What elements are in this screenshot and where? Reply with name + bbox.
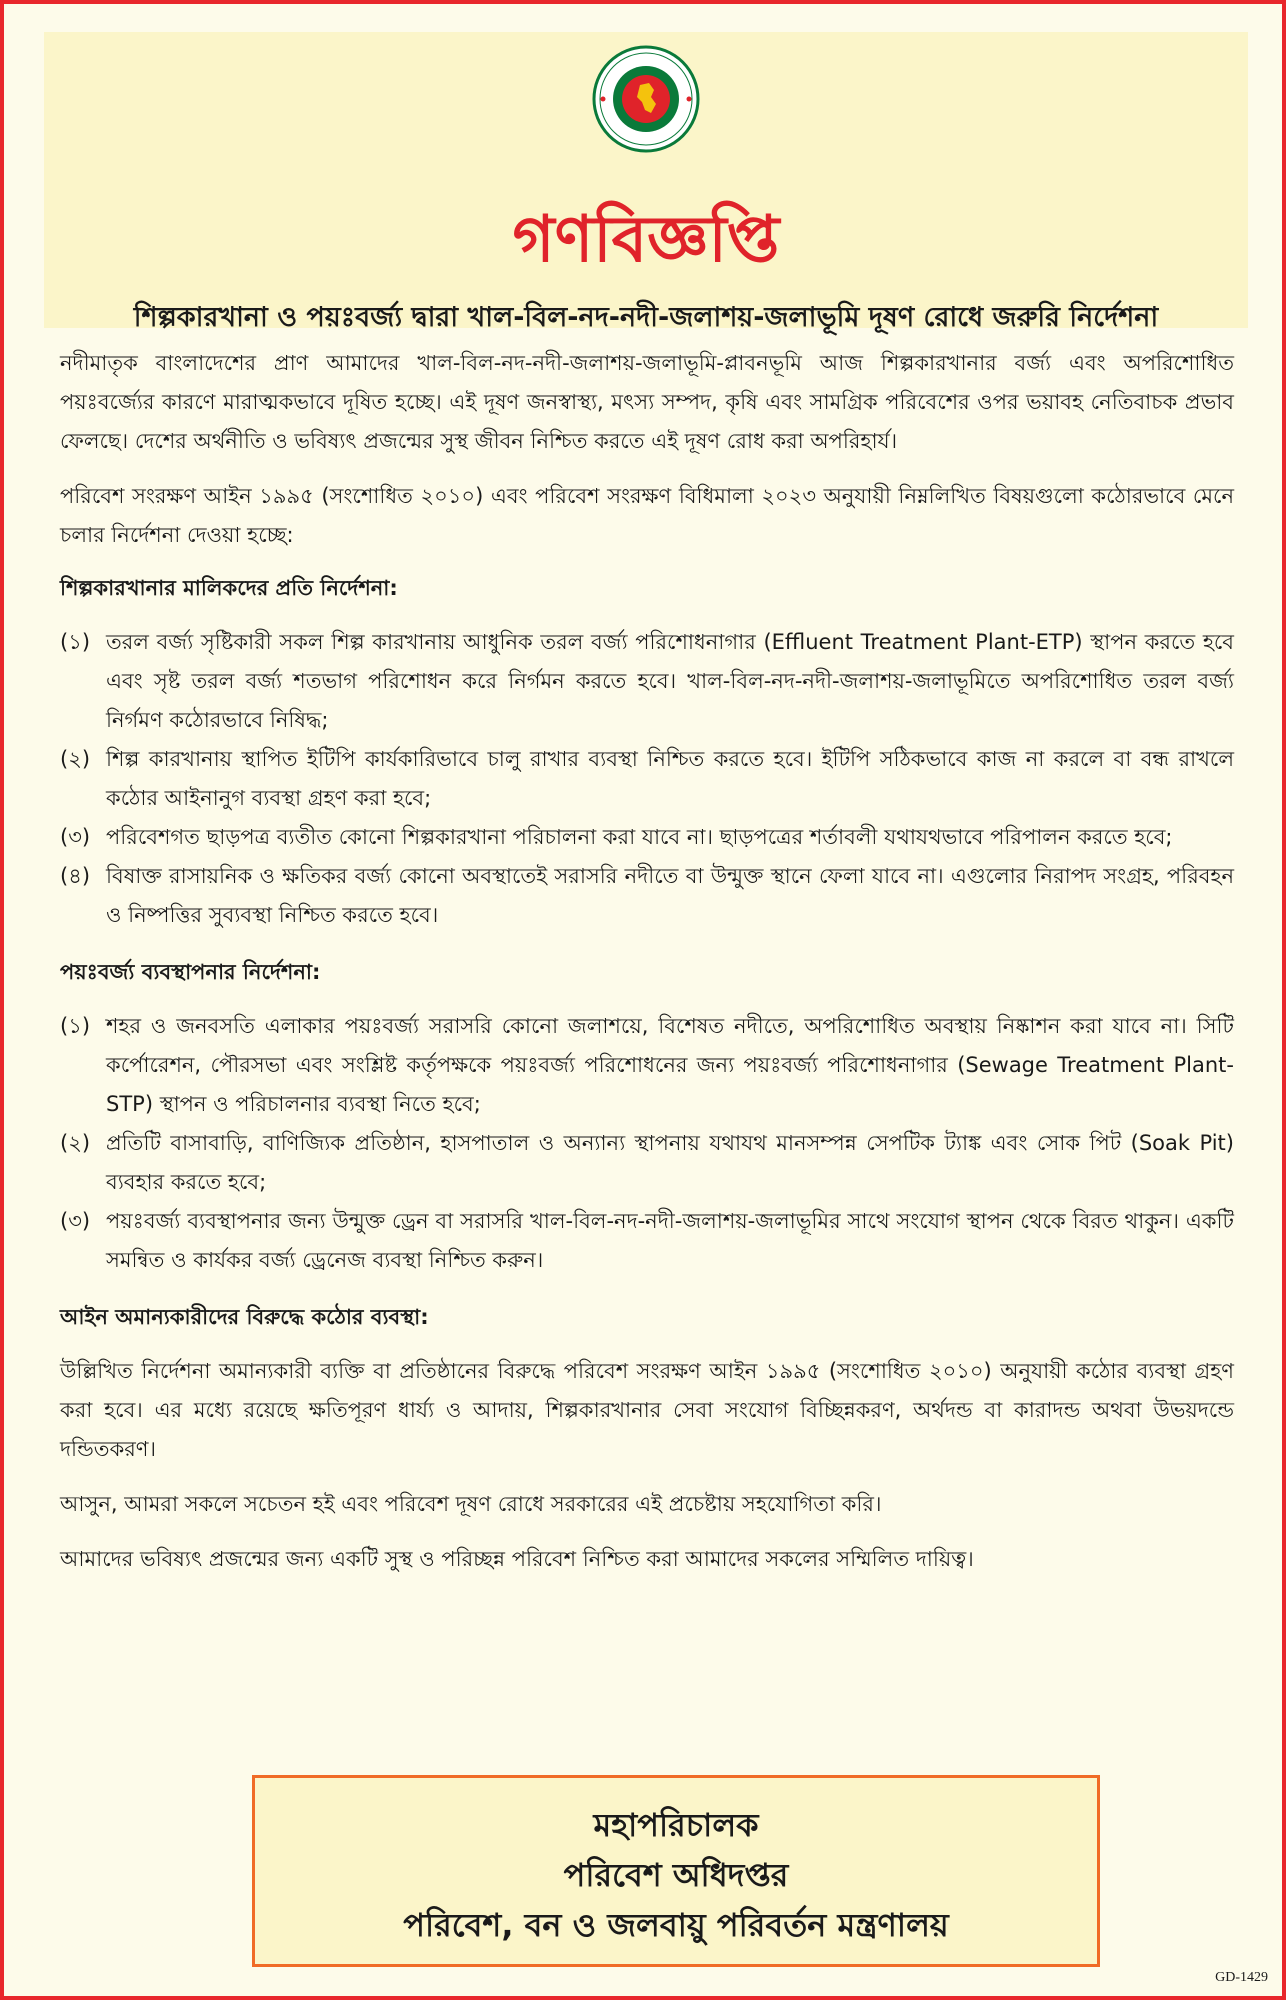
item-text: পরিবেশগত ছাড়পত্র ব্যতীত কোনো শিল্পকারখানা পরিচালনা করা যাবে না। ছাড়পত্রের শর্তাবলী যথাযথভাবে পরিপালন করতে হবে; xyxy=(106,825,1173,849)
item-number: (৩) xyxy=(60,825,91,849)
item-text: প্রতিটি বাসাবাড়ি, বাণিজ্যিক প্রতিষ্ঠান, হাসপাতাল ও অন্যান্য স্থাপনায় যথাযথ মানসম্পন্ন সেপটিক ট্যাঙ্ক এবং সোক পিট (Soak Pit) ব্যবহার করতে হবে; xyxy=(106,1131,1234,1194)
list-item xyxy=(60,1007,1234,1124)
gd-code: GD-1429 xyxy=(1215,1970,1268,1985)
item-text: শহর ও জনবসতি এলাকার পয়ঃবর্জ্য সরাসরি কোনো জলাশয়ে, বিশেষত নদীতে, অপরিশোধিত অবস্থায় নিষ্কাশন করা যাবে না। সিটি কর্পোরেশন, পৌরসভা এবং সংশ্লিষ্ট কর্তৃপক্ষকে পয়ঃবর্জ্য পরিশোধনের জন্য পয়ঃবর্জ্য পরিশোধনাগার (Sewage Treatment Plant-STP) স্থাপন ও পরিচালনার ব্যবস্থা নিতে হবে; xyxy=(106,1014,1234,1116)
industry-heading: শিল্পকারখানার মালিকদের প্রতি নির্দেশনা: xyxy=(60,576,398,600)
notice-body xyxy=(60,344,1234,1595)
item-number: (২) xyxy=(60,747,91,771)
responsibility-paragraph: আমাদের ভবিষ্যৎ প্রজন্মের জন্য একটি সুস্থ ও পরিচ্ছন্ন পরিবেশ নিশ্চিত করা আমাদের সকলের সম্মিলিত দায়িত্ব। xyxy=(60,1547,974,1571)
list-item xyxy=(60,857,1234,935)
intro-paragraph: নদীমাতৃক বাংলাদেশের প্রাণ আমাদের খাল-বিল-নদ-নদী-জলাশয়-জলাভূমি-প্লাবনভূমি আজ শিল্পকারখানার বর্জ্য এবং অপরিশোধিত পয়ঃবর্জ্যের কারণে মারাত্মকভাবে দূষিত হচ্ছে। এই দূষণ জনস্বাস্থ্য, মৎস্য সম্পদ, কৃষি এবং সামগ্রিক পরিবেশের ওপর ভয়াবহ নেতিবাচক প্রভাব ফেলছে। দেশের অর্থনীতি ও ভবিষ্যৎ প্রজন্মের সুস্থ জীবন নিশ্চিত করতে এই দূষণ রোধ করা অপরিহার্য। xyxy=(60,351,1234,453)
enforcement-paragraph: উল্লিখিত নির্দেশনা অমান্যকারী ব্যক্তি বা প্রতিষ্ঠানের বিরুদ্ধে পরিবেশ সংরক্ষণ আইন ১৯৯৫ (সংশোধিত ২০১০) অনুযায়ী কঠোর ব্যবস্থা গ্রহণ করা হবে। এর মধ্যে রয়েছে ক্ষতিপূরণ ধার্য্য ও আদায়, শিল্পকারখানার সেবা সংযোগ বিচ্ছিন্নকরণ, অর্থদন্ড বা কারাদন্ড অথবা উভয়দন্ডে দন্ডিতকরণ। xyxy=(60,1359,1234,1461)
header-banner xyxy=(44,32,1248,333)
item-number: (২) xyxy=(60,1131,91,1155)
item-text: বিষাক্ত রাসায়নিক ও ক্ষতিকর বর্জ্য কোনো অবস্থাতেই সরাসরি নদীতে বা উন্মুক্ত স্থানে ফেলা যাবে না। এগুলোর নিরাপদ সংগ্রহ, পরিবহন ও নিষ্পত্তির সুব্যবস্থা নিশ্চিত করতে হবে। xyxy=(106,864,1234,927)
sewage-heading: পয়ঃবর্জ্য ব্যবস্থাপনার নির্দেশনা: xyxy=(60,960,321,984)
enforcement-heading: আইন অমান্যকারীদের বিরুদ্ধে কঠোর ব্যবস্থা: xyxy=(60,1305,429,1329)
item-number: (১) xyxy=(60,1014,91,1038)
list-item xyxy=(60,623,1234,740)
list-item xyxy=(60,740,1234,818)
appeal-paragraph: আসুন, আমরা সকলে সচেতন হই এবং পরিবেশ দূষণ রোধে সরকারের এই প্রচেষ্টায় সহযোগিতা করি। xyxy=(60,1492,882,1516)
list-item xyxy=(60,1124,1234,1202)
list-item xyxy=(60,818,1234,857)
item-text: শিল্প কারখানায় স্থাপিত ইটিপি কার্যকারিভাবে চালু রাখার ব্যবস্থা নিশ্চিত করতে হবে। ইটিপি সঠিকভাবে কাজ না করলে বা বন্ধ রাখলে কঠোর আইনানুগ ব্যবস্থা গ্রহণ করা হবে; xyxy=(106,747,1234,810)
item-number: (১) xyxy=(60,630,91,654)
directive-paragraph: পরিবেশ সংরক্ষণ আইন ১৯৯৫ (সংশোধিত ২০১০) এবং পরিবেশ সংরক্ষণ বিধিমালা ২০২৩ অনুযায়ী নিম্নলিখিত বিষয়গুলো কঠোরভাবে মেনে চলার নির্দেশনা দেওয়া হচ্ছে: xyxy=(60,484,1234,547)
ministry-name: পরিবেশ, বন ও জলবায়ু পরিবর্তন মন্ত্রণালয় xyxy=(403,1906,949,1944)
sewage-list xyxy=(60,1007,1234,1280)
page-subtitle: শিল্পকারখানা ও পয়ঃবর্জ্য দ্বারা খাল-বিল-নদ-নদী-জলাশয়-জলাভূমি দূষণ রোধে জরুরি নির্দেশনা xyxy=(133,302,1159,333)
signatory-title: মহাপরিচালক xyxy=(593,1806,759,1844)
signature-box xyxy=(252,1775,1100,1967)
department-name: পরিবেশ অধিদপ্তর xyxy=(563,1856,789,1894)
item-number: (৩) xyxy=(60,1209,91,1233)
government-seal-logo xyxy=(591,44,701,154)
list-item xyxy=(60,1202,1234,1280)
page-title: গণবিজ্ঞপ্তি xyxy=(512,203,780,277)
industry-list xyxy=(60,623,1234,935)
item-number: (৪) xyxy=(60,864,91,888)
item-text: তরল বর্জ্য সৃষ্টিকারী সকল শিল্প কারখানায় আধুনিক তরল বর্জ্য পরিশোধনাগার (Effluent Treatment Plant-ETP) স্থাপন করতে হবে এবং সৃষ্ট তরল বর্জ্য শতভাগ পরিশোধন করে নির্গমন করতে হবে। খাল-বিল-নদ-নদী-জলাশয়-জলাভূমিতে অপরিশোধিত তরল বর্জ্য নির্গমণ কঠোরভাবে নিষিদ্ধ; xyxy=(106,630,1234,732)
item-text: পয়ঃবর্জ্য ব্যবস্থাপনার জন্য উন্মুক্ত ড্রেন বা সরাসরি খাল-বিল-নদ-নদী-জলাশয়-জলাভূমির সাথে সংযোগ স্থাপন থেকে বিরত থাকুন। একটি সমন্বিত ও কার্যকর বর্জ্য ড্রেনেজ ব্যবস্থা নিশ্চিত করুন। xyxy=(106,1209,1234,1272)
